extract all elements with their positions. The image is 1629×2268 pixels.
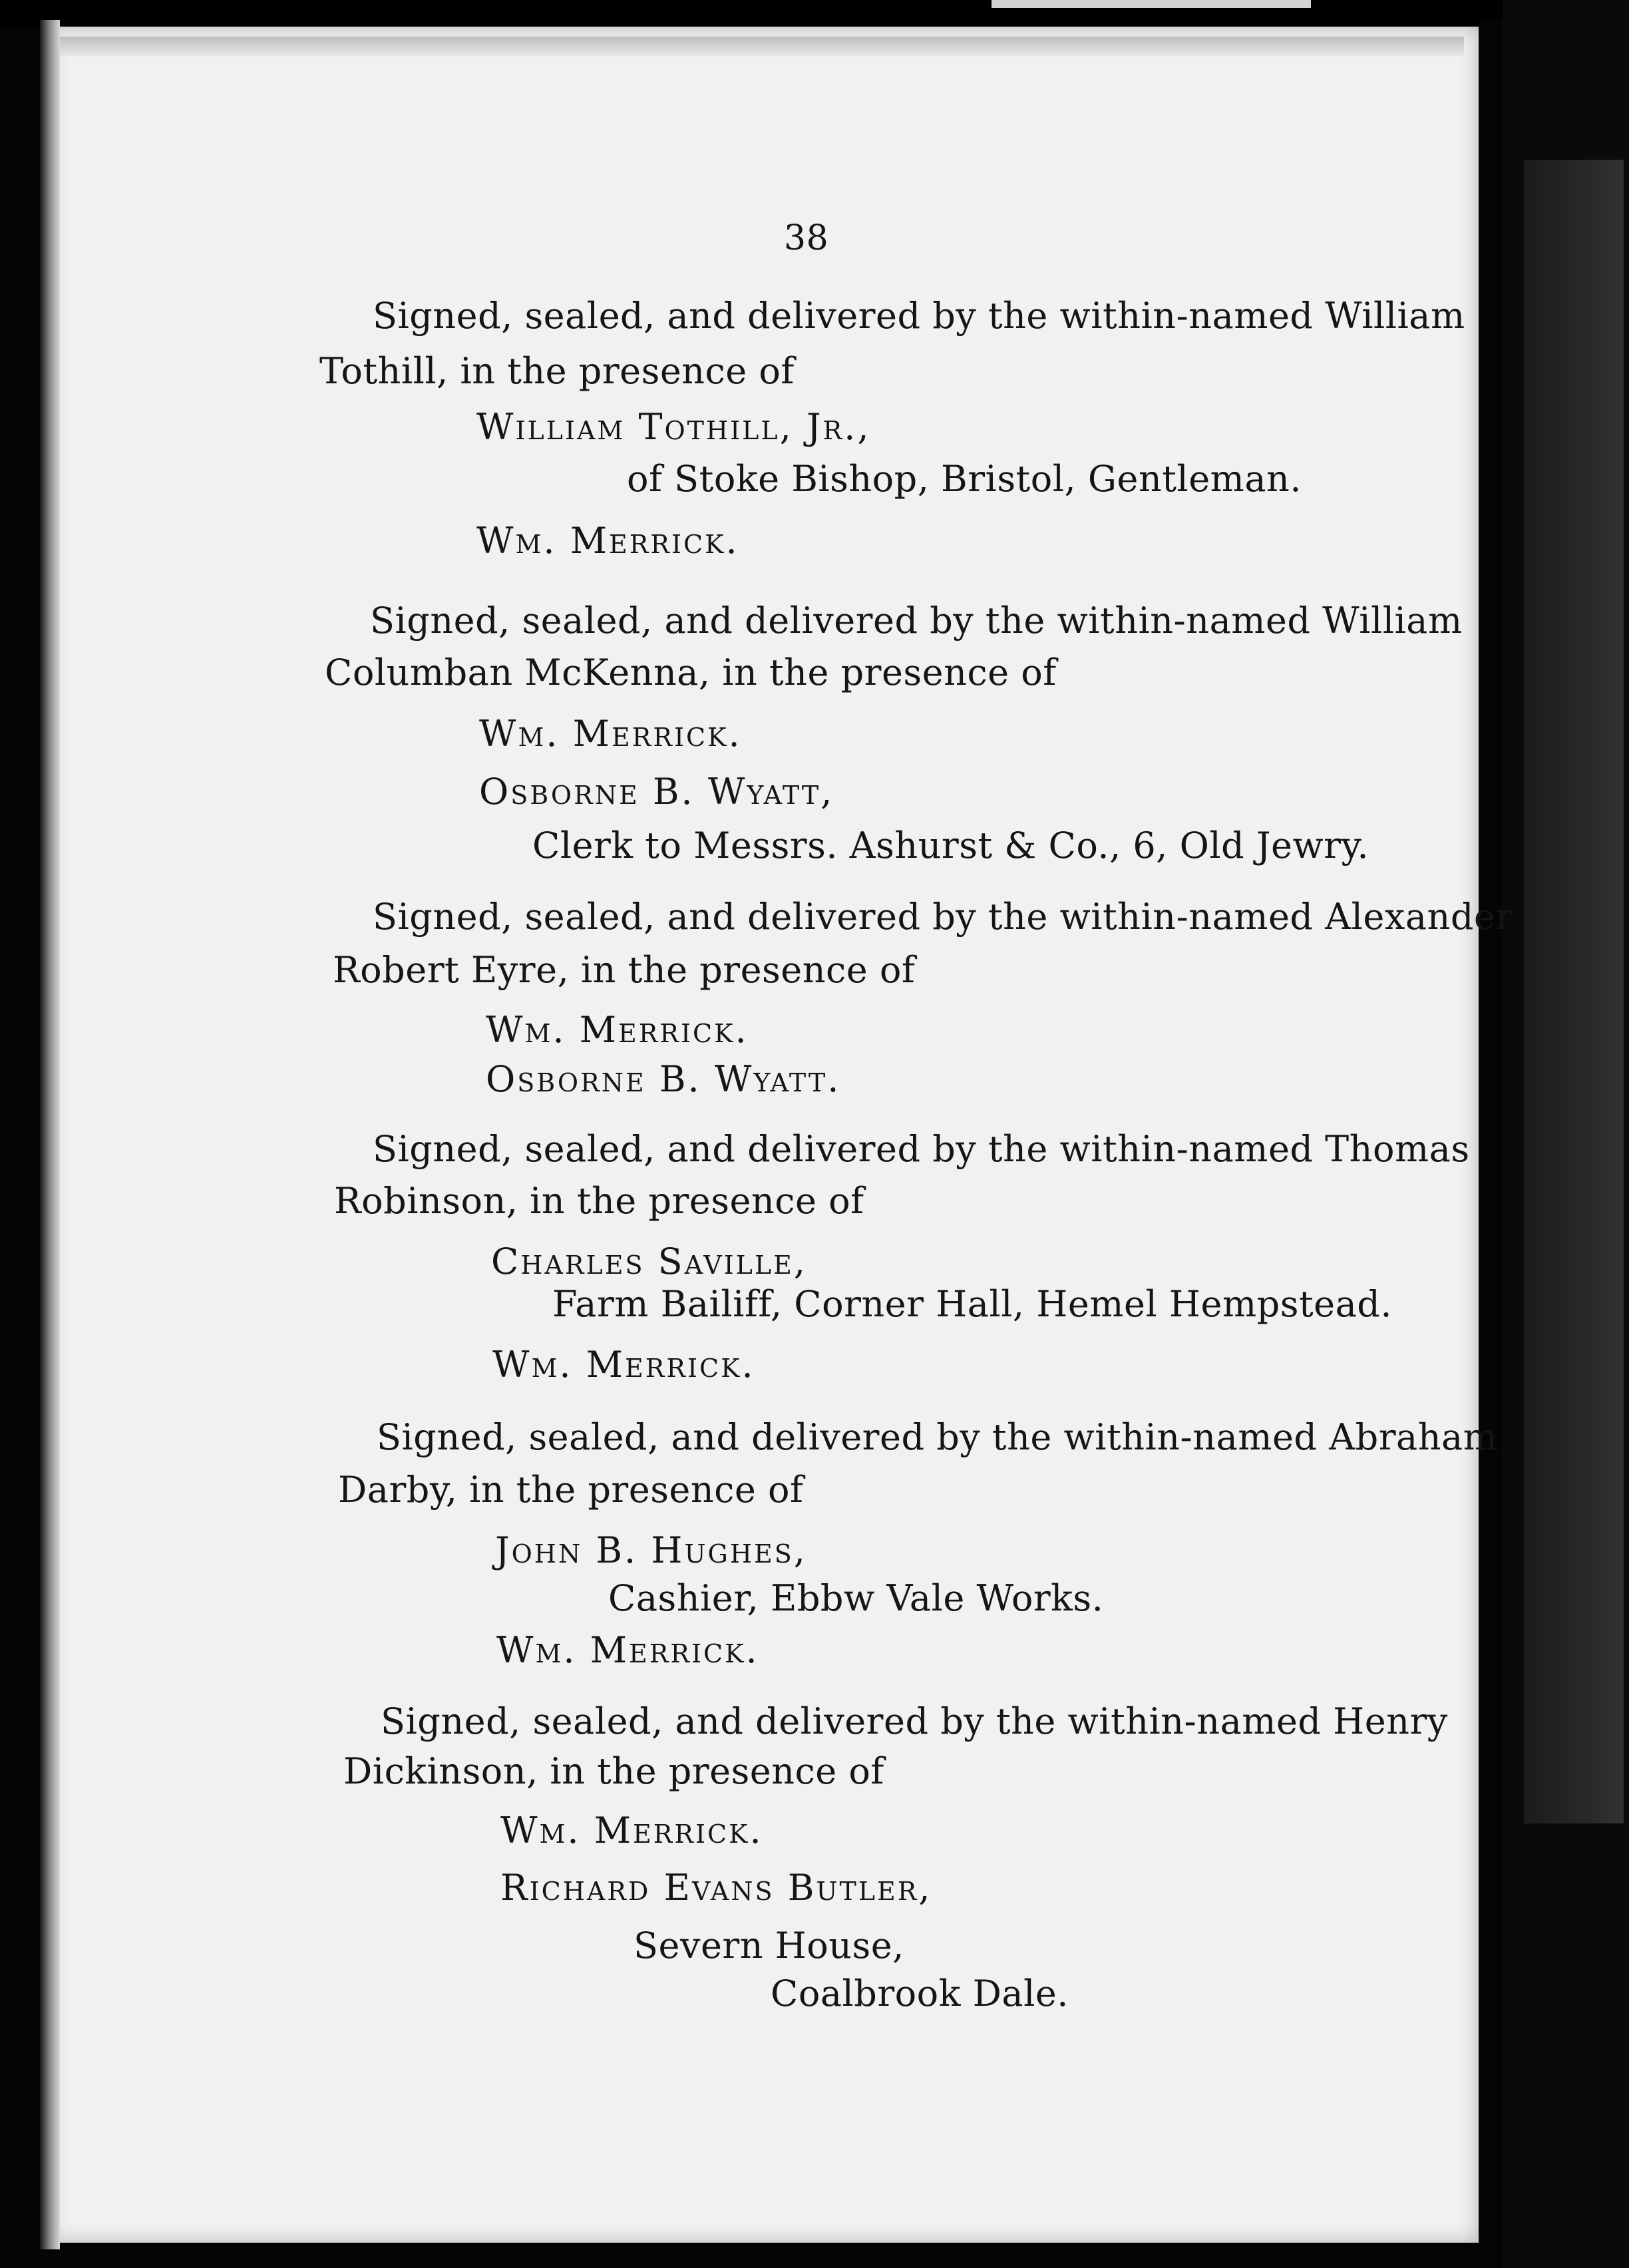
block-4-statement-line-2: Robinson, in the presence of bbox=[334, 1180, 864, 1222]
block-4-witness-1-detail: Farm Bailiff, Corner Hall, Hemel Hempstead. bbox=[552, 1283, 1393, 1325]
scan-top-border bbox=[0, 0, 1629, 27]
scan-top-paper-fragment bbox=[992, 0, 1311, 8]
block-1-witness-1-name: William Tothill, Jr., bbox=[476, 406, 871, 448]
block-5-witness-1-detail: Cashier, Ebbw Vale Works. bbox=[608, 1577, 1104, 1619]
block-6-witness-1-name: Wm. Merrick. bbox=[500, 1809, 763, 1851]
block-2-statement-line-2: Columban McKenna, in the presence of bbox=[325, 652, 1057, 693]
block-1-statement-line-1: Signed, sealed, and delivered by the within-named William bbox=[373, 295, 1465, 337]
block-3-statement-line-1: Signed, sealed, and delivered by the within-named Alexander bbox=[373, 896, 1513, 938]
block-3-witness-2-name: Osborne B. Wyatt. bbox=[486, 1058, 841, 1100]
block-1-witness-1-detail: of Stoke Bishop, Bristol, Gentleman. bbox=[627, 458, 1302, 500]
adjacent-page-shadow bbox=[1524, 160, 1624, 1823]
block-6-statement-line-2: Dickinson, in the presence of bbox=[343, 1750, 884, 1792]
block-2-witness-1-name: Wm. Merrick. bbox=[479, 713, 742, 755]
block-1-witness-2-name: Wm. Merrick. bbox=[476, 520, 739, 562]
block-6-statement-line-1: Signed, sealed, and delivered by the within-named Henry bbox=[381, 1700, 1448, 1742]
block-4-witness-2-name: Wm. Merrick. bbox=[492, 1344, 755, 1386]
block-1-statement-line-2: Tothill, in the presence of bbox=[319, 350, 795, 392]
page-number: 38 bbox=[784, 218, 829, 258]
block-5-statement-line-2: Darby, in the presence of bbox=[338, 1469, 804, 1511]
block-6-witness-2-detail-1: Severn House, bbox=[634, 1925, 904, 1967]
paper-left-edge bbox=[40, 20, 60, 2249]
block-6-witness-2-name: Richard Evans Butler, bbox=[500, 1867, 932, 1909]
block-2-witness-2-detail: Clerk to Messrs. Ashurst & Co., 6, Old Jewry. bbox=[532, 825, 1369, 866]
block-5-witness-2-name: Wm. Merrick. bbox=[496, 1629, 759, 1671]
binding-fold bbox=[1479, 20, 1503, 2256]
block-2-statement-line-1: Signed, sealed, and delivered by the within-named William bbox=[370, 600, 1463, 642]
block-3-statement-line-2: Robert Eyre, in the presence of bbox=[333, 949, 916, 991]
block-3-witness-1-name: Wm. Merrick. bbox=[486, 1009, 749, 1051]
block-4-witness-1-name: Charles Saville, bbox=[491, 1240, 808, 1282]
block-4-statement-line-1: Signed, sealed, and delivered by the within-named Thomas bbox=[373, 1128, 1470, 1170]
block-6-witness-2-detail-2: Coalbrook Dale. bbox=[771, 1973, 1069, 2014]
block-5-witness-1-name: John B. Hughes, bbox=[495, 1529, 807, 1571]
block-5-statement-line-1: Signed, sealed, and delivered by the within-named Abraham bbox=[377, 1416, 1498, 1458]
paper-top-edge bbox=[60, 37, 1464, 57]
block-2-witness-2-name: Osborne B. Wyatt, bbox=[479, 771, 834, 813]
